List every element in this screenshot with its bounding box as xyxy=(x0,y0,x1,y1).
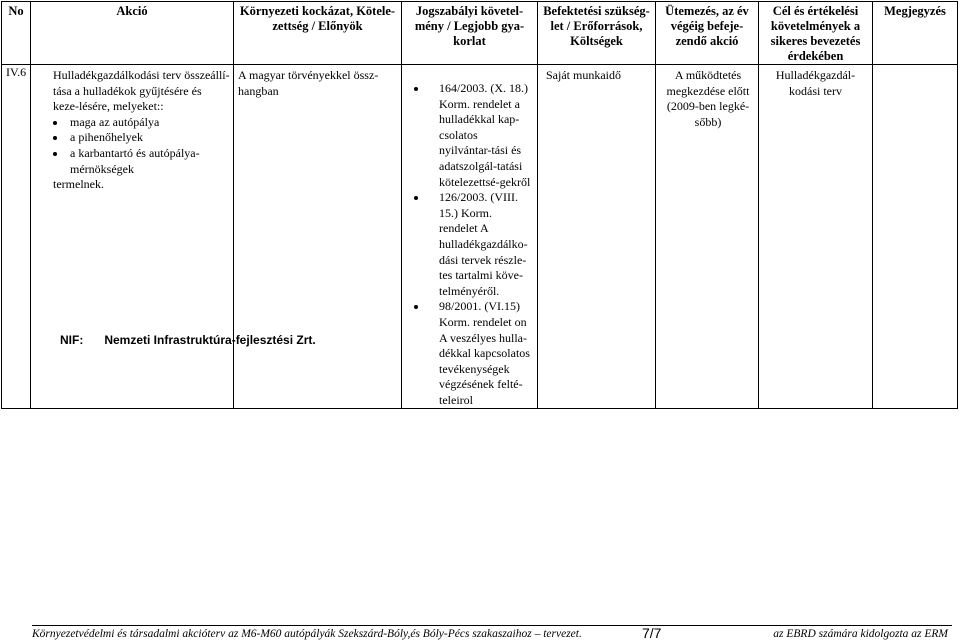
list-item: a karbantartó és autópálya-mérnökségek xyxy=(53,146,230,177)
action-outro: termelnek. xyxy=(53,177,104,192)
bullet-icon xyxy=(53,136,57,140)
nif-value: Nemzeti Infrastruktúra-fejlesztési Zrt. xyxy=(104,333,316,347)
header-schedule: Ütemezés, az év végéig befeje-zendő akció xyxy=(656,2,759,65)
cell-goal: Hulladékgazdál-kodási terv xyxy=(759,65,873,409)
header-goal: Cél és értékelési követelmények a sikeres bevezetés érdekében xyxy=(759,2,873,65)
cell-no: IV.6 xyxy=(2,65,31,409)
header-risk: Környezeti kockázat, Kötele-zettség / Előnyök xyxy=(234,2,402,65)
bullet-icon xyxy=(53,121,57,125)
bullet-icon xyxy=(414,305,418,309)
header-action: Akció xyxy=(31,2,234,65)
header-law: Jogszabályi követel-mény / Legjobb gya-korlat xyxy=(402,2,538,65)
action-plan-table xyxy=(1,1,958,409)
footer-document-title: Környezetvédelmi és társadalmi akcióterv az M6-M60 autópályák Szekszárd-Bóly,és Bóly-Pécs szakaszaihoz – tervezet. xyxy=(32,628,582,640)
header-resources: Befektetési szükség-let / Erőforrások, Költségek xyxy=(538,2,656,65)
list-item: a pihenőhelyek xyxy=(53,130,230,146)
action-bullet-list xyxy=(53,115,230,177)
footer-author: az EBRD számára kidolgozta az ERM xyxy=(773,628,948,640)
cell-resources: Saját munkaidő xyxy=(538,65,656,409)
bullet-icon xyxy=(53,152,57,156)
nif-legend xyxy=(60,333,316,347)
bullet-icon xyxy=(414,196,418,200)
table-row xyxy=(2,65,958,409)
list-item: 126/2003. (VIII. 15.) Korm. rendelet A hulladékgazdálko-dási tervek részle-tes tartalmi köve-telményéről. xyxy=(408,190,533,299)
cell-action xyxy=(31,65,234,409)
law-bullet-list xyxy=(408,81,533,408)
list-item: maga az autópálya xyxy=(53,115,230,131)
table-header-row xyxy=(2,2,958,65)
cell-notes xyxy=(873,65,958,409)
bullet-icon xyxy=(414,87,418,91)
page-footer xyxy=(32,625,952,641)
footer-page-number: 7/7 xyxy=(642,625,662,641)
header-no: No xyxy=(2,2,31,65)
list-item: 164/2003. (X. 18.) Korm. rendelet a hulladékkal kap-csolatos nyilvántar-tási és adatszolgál-tatási kötelezettsé-gekről xyxy=(408,81,533,190)
cell-risk: A magyar törvényekkel össz-hangban xyxy=(234,65,402,409)
header-notes: Megjegyzés xyxy=(873,2,958,65)
cell-schedule: A működtetés megkezdése előtt (2009-ben legké-sőbb) xyxy=(656,65,759,409)
cell-law xyxy=(402,65,538,409)
nif-label: NIF: xyxy=(60,333,84,347)
list-item: 98/2001. (VI.15) Korm. rendelet on A veszélyes hulla-dékkal kapcsolatos tevékenységek végzésének felté-teleirol xyxy=(408,299,533,408)
action-intro: Hulladékgazdálkodási terv összeállí-tása a hulladékok gyűjtésére és keze-lésére, melyeket:: xyxy=(53,68,230,114)
